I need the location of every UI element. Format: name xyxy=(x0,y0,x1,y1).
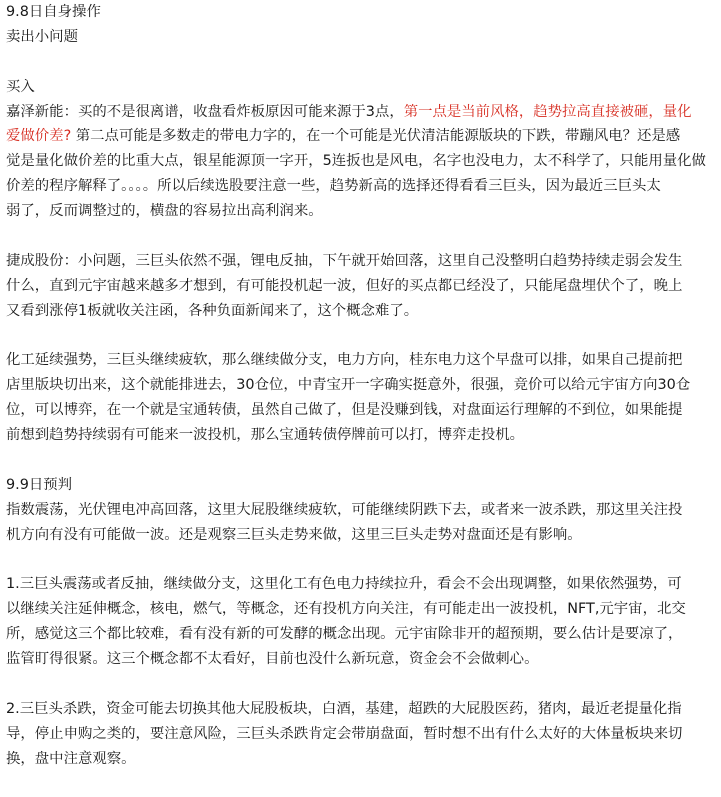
highlighted-text: 第一点是当前风格，趋势拉高直接被砸，量化 xyxy=(403,103,692,120)
paragraph-line: 1.三巨头震荡或者反抽，继续做分支，这里化工有色电力持续拉升，看会不会出现调整，如果依然强势，可 xyxy=(6,576,682,593)
paragraph-line: 价差的程序解释了。。。。所以后续选股要注意一些，趋势新高的选择还得看看三巨头，因为最近三巨头太 xyxy=(6,178,661,195)
paragraph-line: 所，感觉这三个都比较难，看有没有新的可发酵的概念出现。元宇宙除非开的超预期，要么估计是要凉了， xyxy=(6,626,683,643)
spacer xyxy=(6,50,715,75)
paragraph-line: 又看到涨停1板就收关注函，各种负面新闻来了，这个概念难了。 xyxy=(6,302,419,319)
subheading-sell: 卖出小问题 xyxy=(6,28,78,45)
date-heading: 9.8日自身操作 xyxy=(6,4,101,20)
paragraph-line: 机方向有没有可能做一波。还是观察三巨头走势来做，这里三巨头走势对盘面还是有影响。 xyxy=(6,526,582,543)
paragraph-line: 觉是量化做价差的比重大点，银星能源顶一字开，5连扳也是风电，名字也没电力，太不科学了，只能用量化做 xyxy=(6,153,706,170)
paragraph-line xyxy=(6,124,715,149)
spacer xyxy=(6,548,715,573)
paragraph-chemical xyxy=(6,348,715,448)
paragraph-forecast xyxy=(6,498,715,548)
paragraph-line: 导，停止申购之类的，要注意风险，三巨头杀跌肯定会带崩盘面，暂时想不出有什么太好的大体量板块来切 xyxy=(6,725,683,742)
paragraph-line xyxy=(6,100,715,125)
paragraph-point-2 xyxy=(6,697,715,772)
spacer xyxy=(6,672,715,697)
paragraph-jiaze xyxy=(6,100,715,224)
paragraph-line: 捷成股份：小问题，三巨头依然不强，锂电反抽，下午就开始回落，这里自己没整明白趋势持续走弱会发生 xyxy=(6,252,683,269)
paragraph-line: 位，可以博弈，在一个就是宝通转债，虽然自己做了，但是没赚到钱，对盘面运行理解的不到位，如果能提 xyxy=(6,402,683,419)
spacer xyxy=(6,324,715,349)
section-heading-buy: 买入 xyxy=(6,78,35,95)
paragraph-line: 化工延续强势，三巨头继续疲软，那么继续做分支，电力方向，桂东电力这个早盘可以排，如果自己提前把 xyxy=(6,352,683,369)
paragraph-line: 2.三巨头杀跌，资金可能去切换其他大屁股板块，白酒，基建，超跌的大屁股医药，猪肉，最近老提量化指 xyxy=(6,700,682,717)
spacer xyxy=(6,224,715,249)
paragraph-line: 以继续关注延伸概念，核电，燃气，等概念，还有投机方向关注，有可能走出一波投机，NFT,元宇宙，北交 xyxy=(6,601,686,618)
paragraph-line: 指数震荡，光伏锂电冲高回落，这里大屁股继续疲软，可能继续阴跌下去，或者来一波杀跌，那这里关注投 xyxy=(6,501,683,518)
highlighted-text: 爱做价差? xyxy=(6,128,72,145)
paragraph-line: 店里版块切出来，这个就能排进去，30仓位，中青宝开一字确实挺意外，很强，竞价可以给元宇宙方向30仓 xyxy=(6,377,691,394)
spacer xyxy=(6,448,715,473)
text-segment: 第二点可能是多数走的带电力字的，在一个可能是光伏清洁能源版块的下跌，带蹦风电？还是感 xyxy=(71,128,681,145)
paragraph-line: 前想到趋势持续弱有可能来一波投机，那么宝通转债停牌前可以打，博弈走投机。 xyxy=(6,427,525,444)
paragraph-jiecheng xyxy=(6,249,715,324)
section-heading-forecast: 9.9日预判 xyxy=(6,476,73,493)
text-segment: 嘉泽新能：买的不是很离谱，收盘看炸板原因可能来源于3点， xyxy=(6,103,404,120)
paragraph-line: 换，盘中注意观察。 xyxy=(6,750,136,767)
paragraph-line: 弱了，反而调整过的，横盘的容易拉出高利润来。 xyxy=(6,203,323,220)
paragraph-point-1 xyxy=(6,572,715,672)
paragraph-line: 监管盯得很紧。这三个概念都不太看好，目前也没什么新玩意，资金会不会做刺心。 xyxy=(6,651,539,668)
paragraph-line: 什么，直到元宇宙越来越多才想到，有可能投机起一波，但好的买点都已经没了，只能尾盘埋伏个了，晚上 xyxy=(6,277,683,294)
